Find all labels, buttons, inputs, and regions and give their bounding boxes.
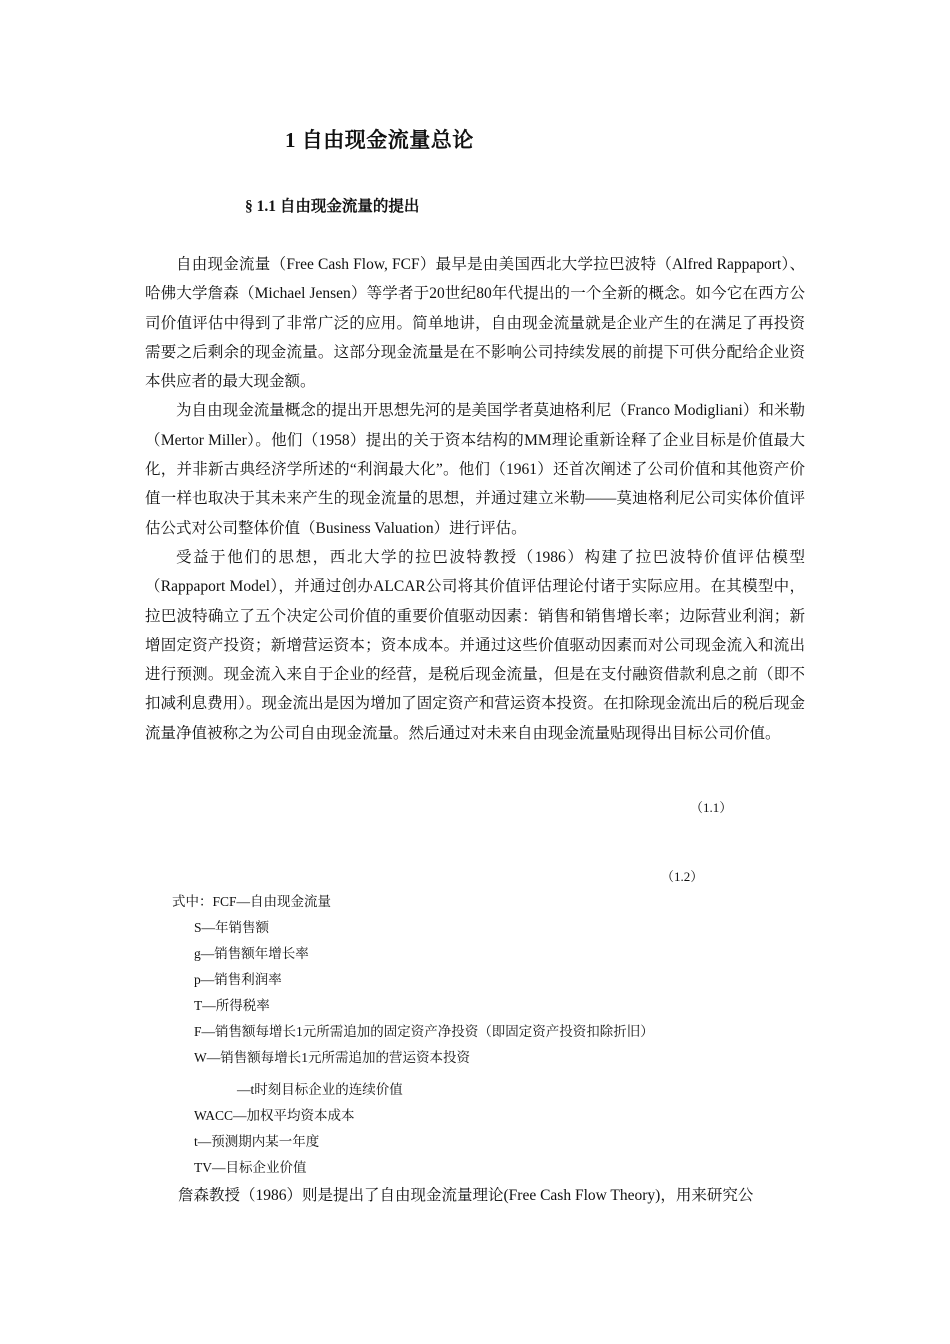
paragraph: 受益于他们的思想，西北大学的拉巴波特教授（1986）构建了拉巴波特价值评估模型（Rappaport Model），并通过创办ALCAR公司将其价值评估理论付诸于实际应用。在其模型中，拉巴波特确立了五个决定公司价值的重要价值驱动因素：销售和销售增长率；边际营业利润；新增固定资产投资；新增营运资本；资本成本。并通过这些价值驱动因素而对公司现金流入和流出进行预测。现金流入来自于企业的经营，是税后现金流量，但是在支付融资借款利息之前（即不扣减利息费用）。现金流出是因为增加了固定资产和营运资本投资。在扣除现金流出后的税后现金流量净值被称之为公司自由现金流量。然后通过对未来自由现金流量贴现得出目标公司价值。 (145, 548, 805, 742)
variable-legend-item: TV—目标企业价值 (194, 1160, 307, 1175)
paragraph: 自由现金流量（Free Cash Flow, FCF）最早是由美国西北大学拉巴波特（Alfred Rappaport）、哈佛大学詹森（Michael Jensen）等学者于20世纪80年代提出的一个全新的概念。如今它在西方公司价值评估中得到了非常广泛的应用。简单地讲，自由现金流量就是企业产生的在满足了再投资需要之后剩余的现金流量。这部分现金流量是在不影响公司持续发展的前提下可供分配给企业资本供应者的最大现金额。 (145, 256, 805, 391)
equation-number-1-1: （1.1） (690, 800, 733, 815)
variable-legend-item: —t时刻目标企业的连续价值 (237, 1082, 403, 1097)
variable-legend-intro: 式中：FCF—自由现金流量 (172, 894, 332, 909)
continuation-paragraph: 詹森教授（1986）则是提出了自由现金流量理论(Free Cash Flow Theory)，用来研究公 (178, 1187, 754, 1204)
variable-legend-item: t—预测期内某一年度 (194, 1134, 320, 1149)
equation-number-1-2: （1.2） (661, 869, 704, 884)
variable-legend-item: T—所得税率 (194, 998, 270, 1013)
section-title: § 1.1 自由现金流量的提出 (245, 198, 420, 215)
variable-legend-item: F—销售额每增长1元所需追加的固定资产净投资（即固定资产投资扣除折旧） (194, 1024, 654, 1039)
body-text (145, 250, 805, 748)
chapter-title: 1 自由现金流量总论 (285, 128, 474, 152)
paragraph: 为自由现金流量概念的提出开思想先河的是美国学者莫迪格利尼（Franco Modigliani）和米勒（Mertor Miller）。他们（1958）提出的关于资本结构的MM理论重新诠释了企业目标是价值最大化，并非新古典经济学所述的“利润最大化”。他们（1961）还首次阐述了公司价值和其他资产价值一样也取决于其未来产生的现金流量的思想，并通过建立米勒——莫迪格利尼公司实体价值评估公式对公司整体价值（Business Valuation）进行评估。 (145, 402, 805, 537)
variable-legend-item: p—销售利润率 (194, 972, 282, 987)
variable-legend-item: g—销售额年增长率 (194, 946, 309, 961)
variable-legend-item: S—年销售额 (194, 920, 270, 935)
variable-legend-item: WACC—加权平均资本成本 (194, 1108, 355, 1123)
variable-legend-item: W—销售额每增长1元所需追加的营运资本投资 (194, 1050, 470, 1065)
